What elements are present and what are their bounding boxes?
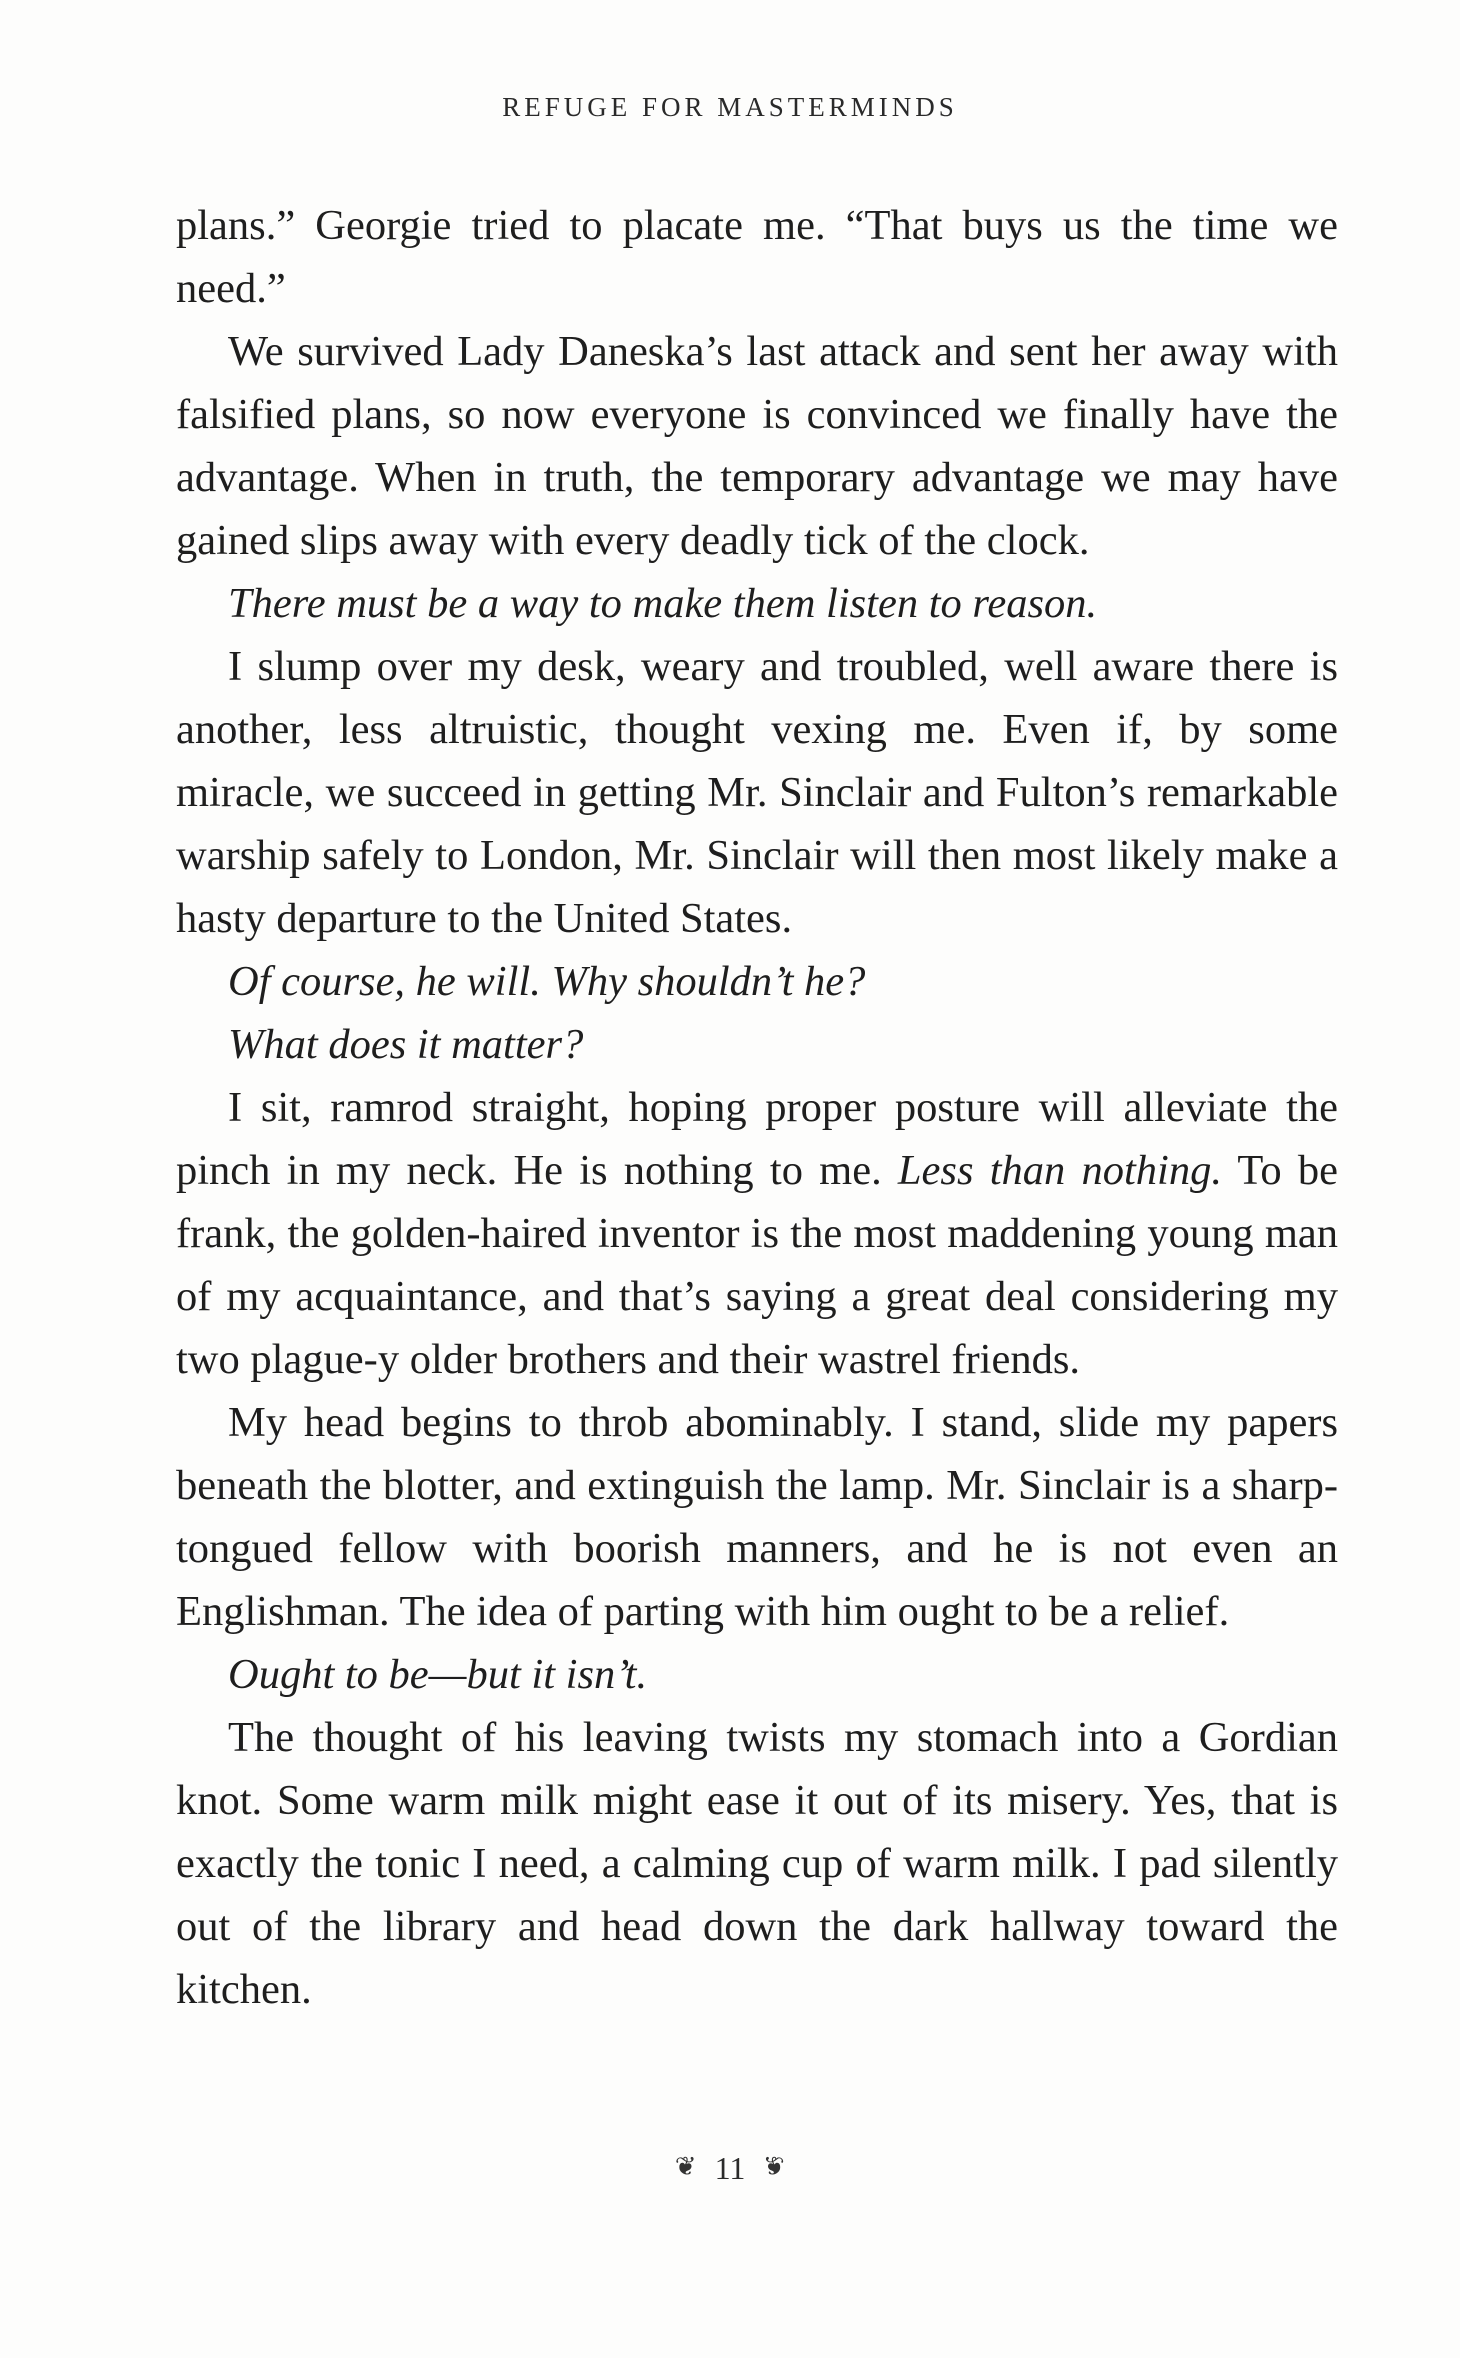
paragraph-8: My head begins to throb abominably. I stand, slide my papers beneath the blotter, and extinguish the lamp. Mr. Sinclair is a sharp-tongued fellow with boorish manners, and he is not even an Englishman. The idea of parting with him ought to be a relief. (176, 1399, 1338, 1635)
paragraph-7-text-a: I sit, ramrod straight, hoping proper posture will alleviate the pinch in my neck. He is nothing to me. (176, 1084, 1338, 1194)
folio (0, 2150, 1460, 2187)
paragraph-4: I slump over my desk, weary and troubled, well aware there is another, less altruistic, thought vexing me. Even if, by some miracle, we succeed in getting Mr. Sinclair and Fulton’s remarkable warship safely to London, Mr. Sinclair will then most likely make a hasty departure to the United States. (176, 643, 1338, 942)
paragraph-7-text-b: To be frank, the golden-haired inventor is the most maddening young man of my acquaintance, and that’s saying a great deal considering my two plague-y older brothers and their wastrel friends. (176, 1147, 1338, 1383)
paragraph-2: We survived Lady Daneska’s last attack and sent her away with falsified plans, so now everyone is convinced we finally have the advantage. When in truth, the temporary advantage we may have gained slips away with every deadly tick of the clock. (176, 328, 1338, 564)
body-text (176, 194, 1338, 2021)
running-head: REFUGE FOR MASTERMINDS (502, 92, 958, 122)
paragraph-9-thought: Ought to be—but it isn’t. (228, 1651, 648, 1698)
paragraph-7 (176, 1076, 1338, 1391)
paragraph-1: plans.” Georgie tried to placate me. “That buys us the time we need.” (176, 202, 1338, 312)
paragraph-7-emphasis: Less than nothing. (897, 1147, 1222, 1194)
page-number: 11 (714, 2150, 746, 2186)
paragraph-10: The thought of his leaving twists my stomach into a Gordian knot. Some warm milk might ease it out of its misery. Yes, that is exactly the tonic I need, a calming cup of warm milk. I pad silently out of the library and head down the dark hallway toward the kitchen. (176, 1714, 1338, 2013)
ornament-left-icon: ❦ (674, 2152, 697, 2181)
ornament-right-icon: ❦ (763, 2152, 786, 2181)
paragraph-5-thought: Of course, he will. Why shouldn’t he? (228, 958, 866, 1005)
paragraph-3-thought: There must be a way to make them listen to reason. (228, 580, 1098, 627)
paragraph-6-thought: What does it matter? (228, 1021, 584, 1068)
